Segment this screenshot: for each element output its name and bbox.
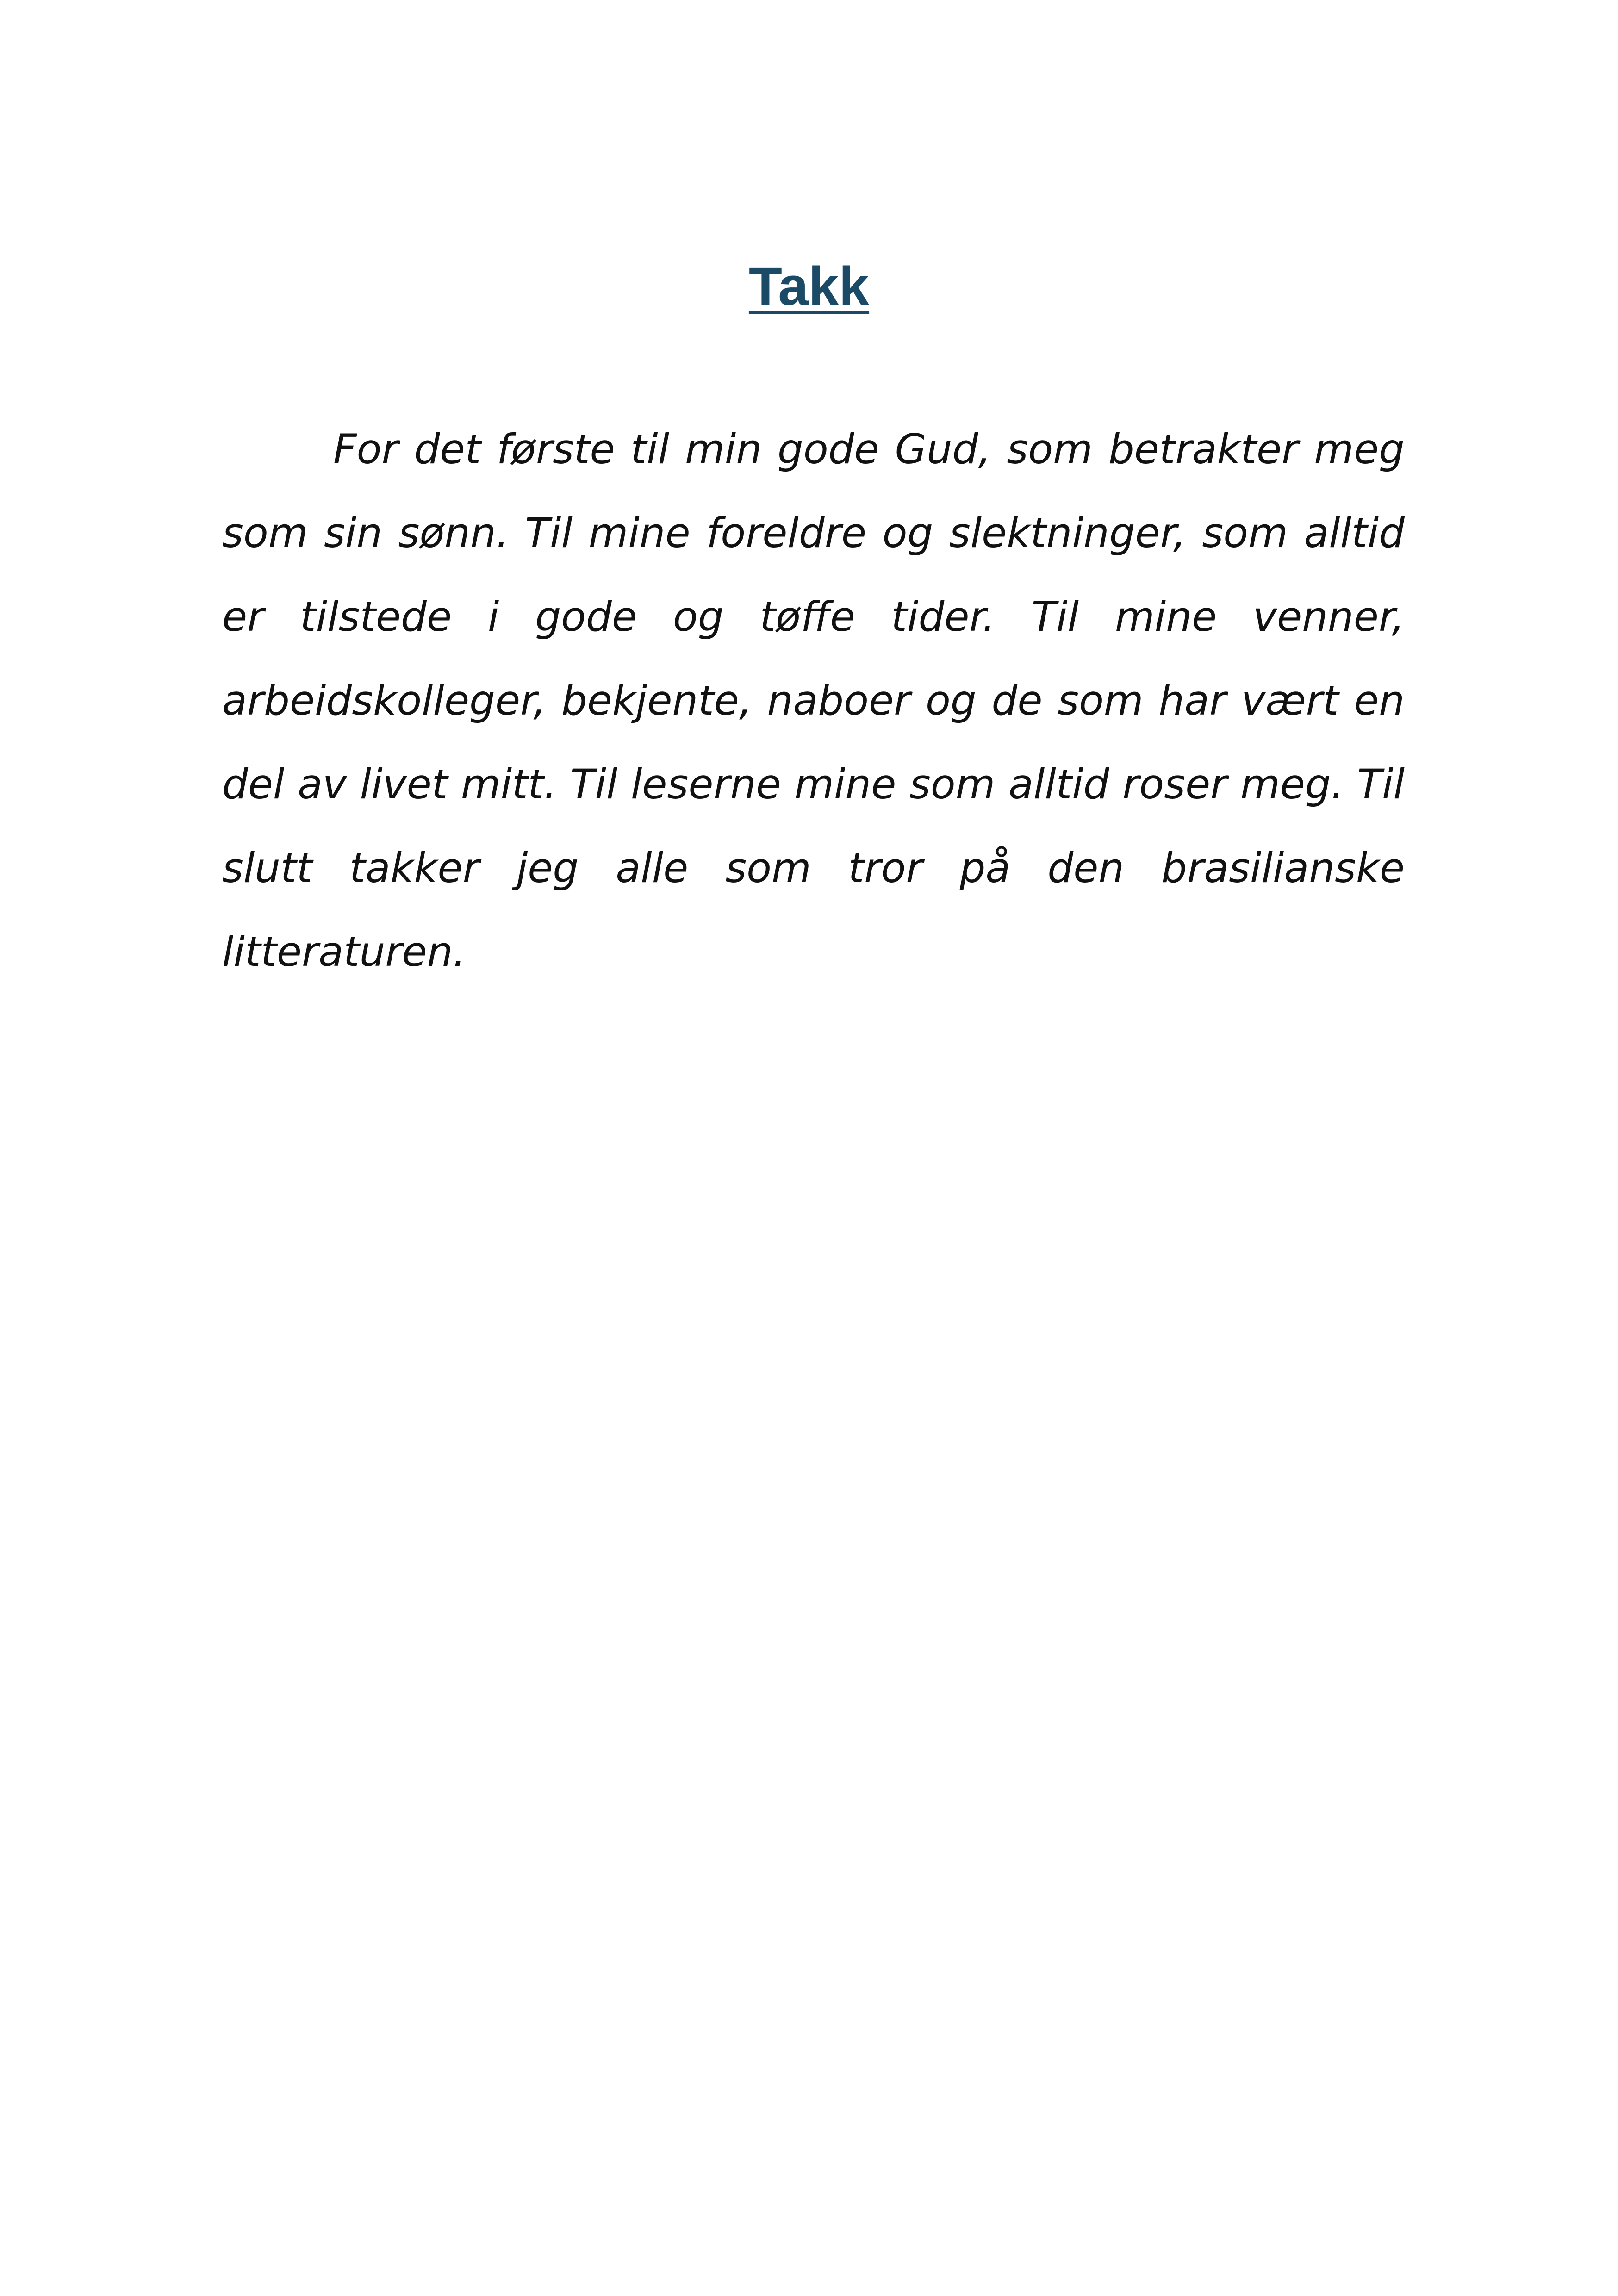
page-title: Takk (748, 256, 870, 317)
acknowledgement-paragraph: For det første til min gode Gud, som betrakter meg som sin sønn. Til mine foreldre og slektninger, som alltid er tilstede i gode og tøffe tider. Til mine venner, arbeidskolleger, bekjente, naboer og de som har vært en del av livet mitt. Til leserne mine som alltid roser meg. Til slutt takker jeg alle som tror på den brasilianske litteraturen. (222, 425, 1405, 976)
